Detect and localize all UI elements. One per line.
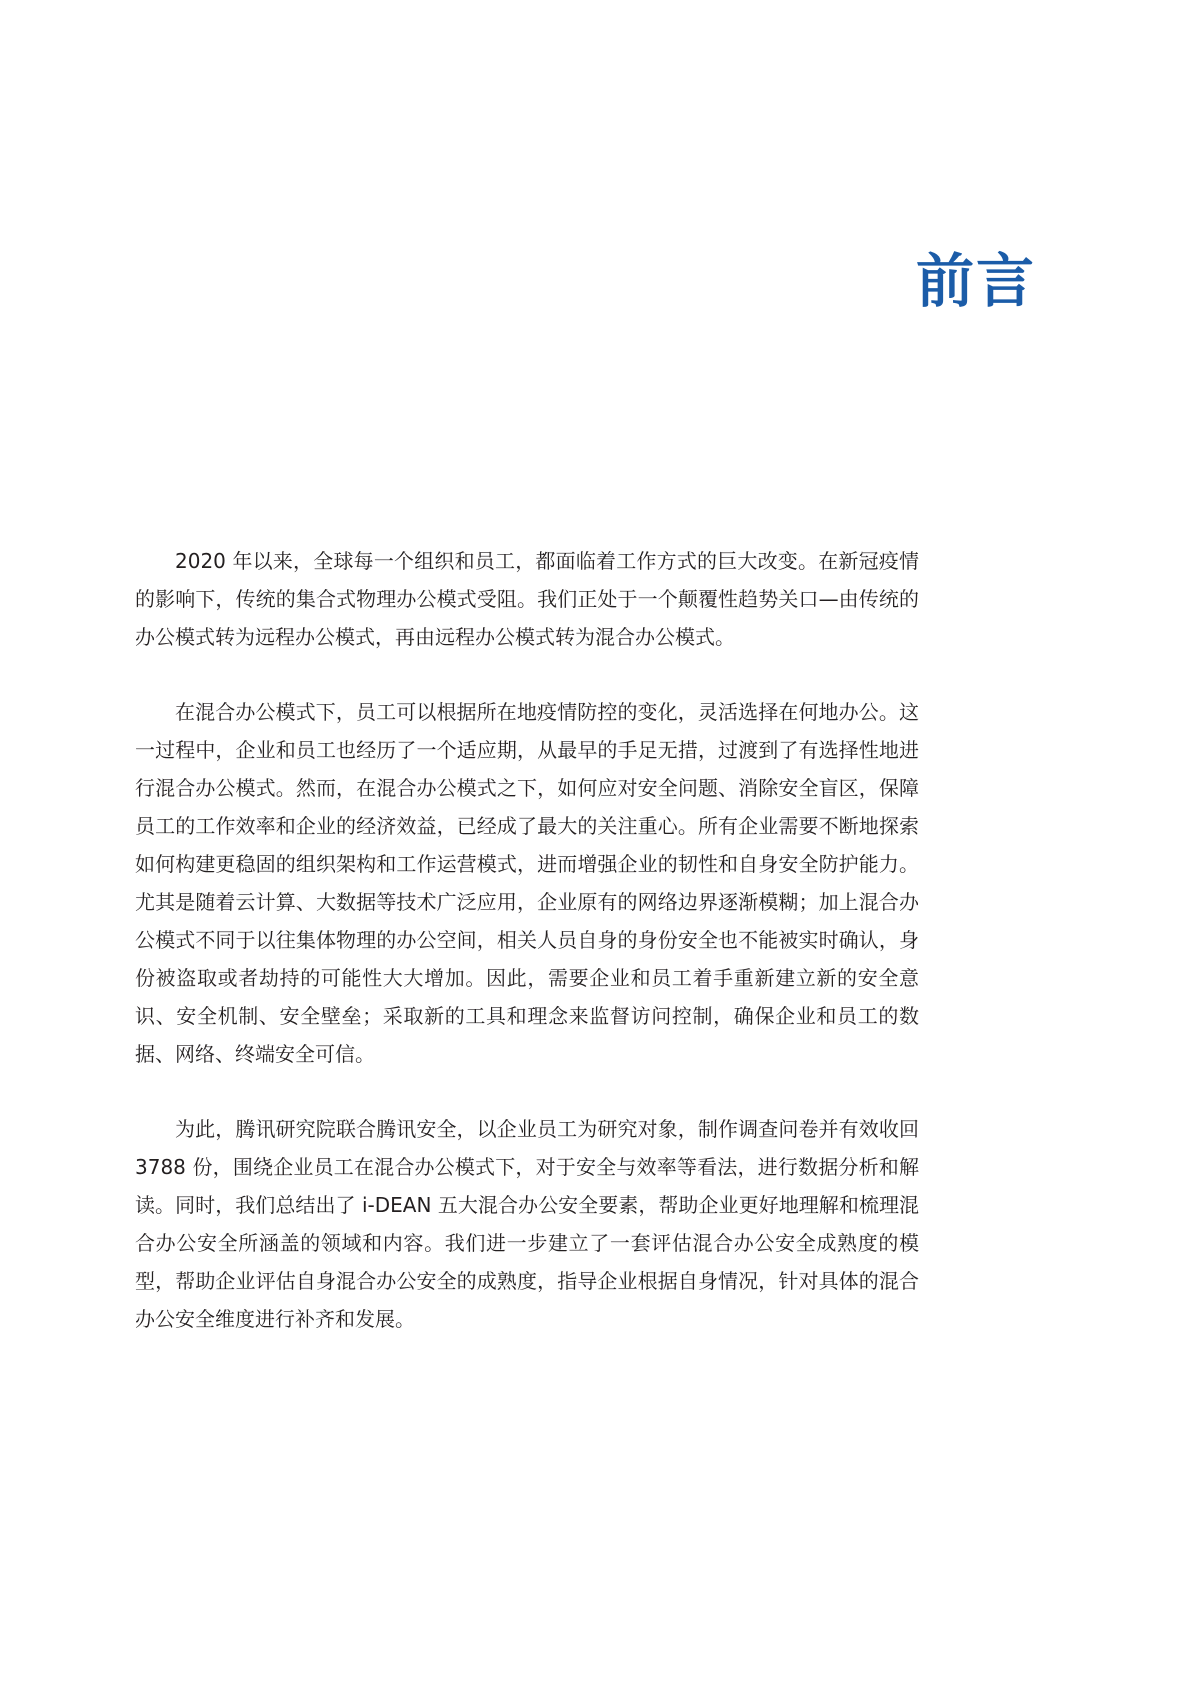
- page-title: 前言: [915, 247, 1036, 315]
- paragraph-2: 在混合办公模式下，员工可以根据所在地疫情防控的变化，灵活选择在何地办公。这一过程中，企业和员工也经历了一个适应期，从最早的手足无措，过渡到了有选择性地进行混合办公模式。然而，在混合办公模式之下，如何应对安全问题、消除安全盲区，保障员工的工作效率和企业的经济效益，已经成了最大的关注重心。所有企业需要不断地探索如何构建更稳固的组织架构和工作运营模式，进而增强企业的韧性和自身安全防护能力。尤其是随着云计算、大数据等技术广泛应用，企业原有的网络边界逐渐模糊；加上混合办公模式不同于以往集体物理的办公空间，相关人员自身的身份安全也不能被实时确认，身份被盗取或者劫持的可能性大大增加。因此，需要企业和员工着手重新建立新的安全意识、安全机制、安全壁垒；采取新的工具和理念来监督访问控制，确保企业和员工的数据、网络、终端安全可信。: [135, 700, 919, 1066]
- preface-body: [135, 542, 919, 1375]
- paragraph-1: 2020 年以来，全球每一个组织和员工，都面临着工作方式的巨大改变。在新冠疫情的影响下，传统的集合式物理办公模式受阻。我们正处于一个颠覆性趋势关口—由传统的办公模式转为远程办公模式，再由远程办公模式转为混合办公模式。: [135, 549, 919, 649]
- paragraph-3: 为此，腾讯研究院联合腾讯安全，以企业员工为研究对象，制作调查问卷并有效收回 3788 份，围绕企业员工在混合办公模式下，对于安全与效率等看法，进行数据分析和解读。同时，我们总结出了 i-DEAN 五大混合办公安全要素，帮助企业更好地理解和梳理混合办公安全所涵盖的领域和内容。我们进一步建立了一套评估混合办公安全成熟度的模型，帮助企业评估自身混合办公安全的成熟度，指导企业根据自身情况，针对具体的混合办公安全维度进行补齐和发展。: [135, 1117, 919, 1331]
